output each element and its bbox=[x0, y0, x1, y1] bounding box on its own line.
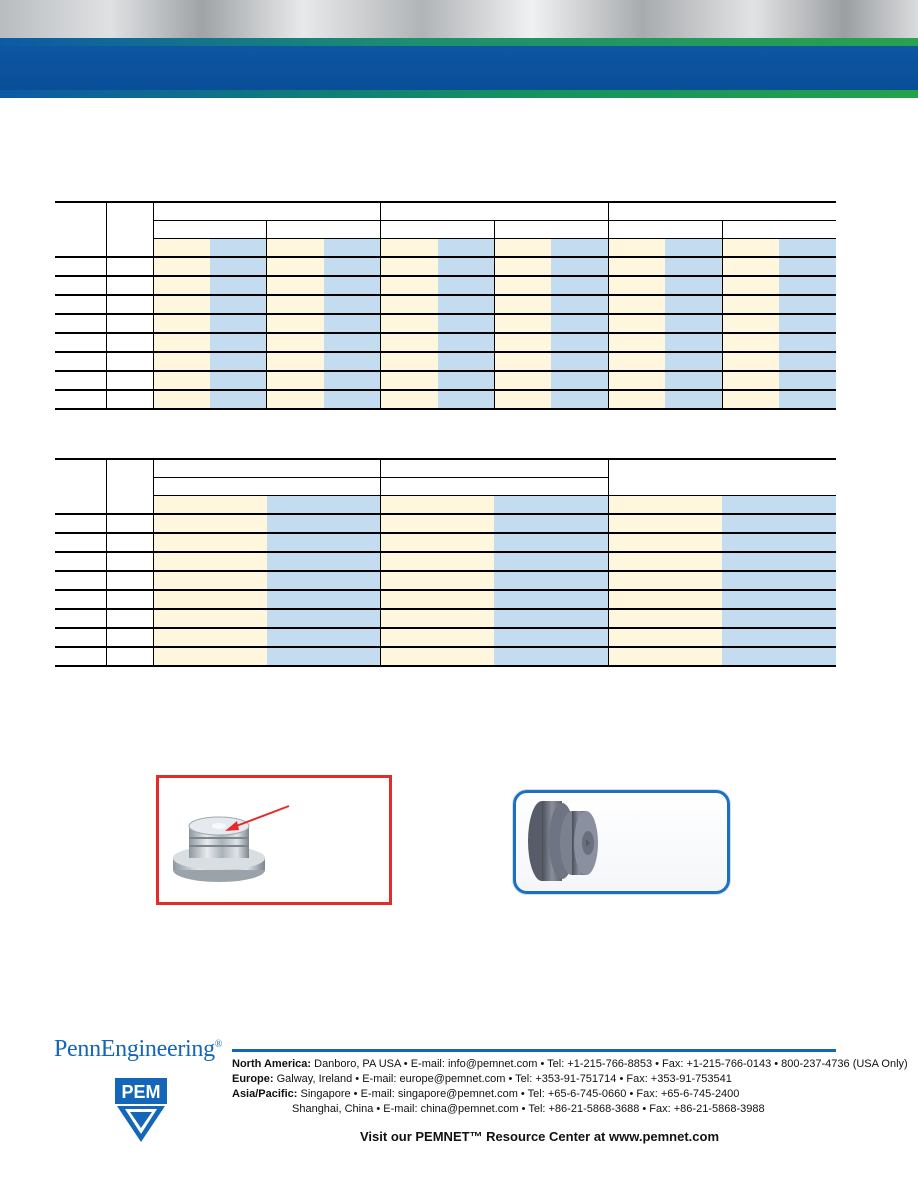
contact-text: Singapore • E-mail: singapore@pemnet.com • Tel: +65-6-745-0660 • Fax: +65-6-745-2400 bbox=[297, 1088, 740, 1100]
spec-table-1 bbox=[55, 201, 836, 410]
table-row bbox=[55, 390, 836, 409]
table-row bbox=[55, 276, 836, 295]
header-accent-stripe bbox=[0, 38, 918, 46]
table-row bbox=[55, 590, 836, 609]
contact-shanghai bbox=[292, 1103, 765, 1115]
contact-label: North America: bbox=[232, 1058, 312, 1070]
table-row bbox=[55, 647, 836, 666]
spec-table-2 bbox=[55, 458, 836, 667]
table-row bbox=[55, 333, 836, 352]
resource-center-link[interactable]: Visit our PEMNET™ Resource Center at www.pemnet.com bbox=[360, 1129, 720, 1144]
fastener-render bbox=[516, 793, 727, 891]
contact-north-america bbox=[232, 1058, 908, 1070]
brand-logo bbox=[54, 1036, 222, 1063]
header-metal-band bbox=[0, 0, 918, 38]
contact-label: Europe: bbox=[232, 1073, 274, 1085]
contact-text: Danboro, PA USA • E-mail: info@pemnet.com • Tel: +1-215-766-8853 • Fax: +1-215-766-0143 • 800-237-4736 (USA Only) bbox=[311, 1058, 908, 1070]
table-row bbox=[55, 239, 836, 258]
fastener-photo bbox=[159, 778, 389, 902]
table-row bbox=[55, 533, 836, 552]
fastener-render-frame bbox=[513, 790, 730, 894]
contact-text: Shanghai, China • E-mail: china@pemnet.com • Tel: +86-21-5868-3688 • Fax: +86-21-5868-3988 bbox=[292, 1103, 765, 1115]
contact-text: Galway, Ireland • E-mail: europe@pemnet.com • Tel: +353-91-751714 • Fax: +353-91-753541 bbox=[273, 1073, 732, 1085]
fastener-photo-frame bbox=[156, 775, 392, 905]
table-row bbox=[55, 571, 836, 590]
contact-asia-pacific bbox=[232, 1088, 739, 1100]
table-row bbox=[55, 295, 836, 314]
table-row bbox=[55, 352, 836, 371]
brand-name: PennEngineering bbox=[54, 1036, 215, 1062]
brand-registered-mark: ® bbox=[214, 1039, 223, 1050]
header-bottom-stripe bbox=[0, 90, 918, 98]
pem-logo bbox=[115, 1078, 167, 1144]
table-row bbox=[55, 371, 836, 390]
table-row bbox=[55, 552, 836, 571]
table-row bbox=[55, 514, 836, 533]
contact-label: Asia/Pacific: bbox=[232, 1088, 298, 1100]
table-row bbox=[55, 314, 836, 333]
contact-europe bbox=[232, 1073, 732, 1085]
footer-rule bbox=[232, 1049, 836, 1052]
table-row bbox=[55, 257, 836, 276]
table-row bbox=[55, 609, 836, 628]
header-title-bar bbox=[0, 46, 918, 90]
pem-logo-text: PEM bbox=[121, 1082, 161, 1102]
table-row bbox=[55, 496, 836, 515]
table-row bbox=[55, 628, 836, 647]
